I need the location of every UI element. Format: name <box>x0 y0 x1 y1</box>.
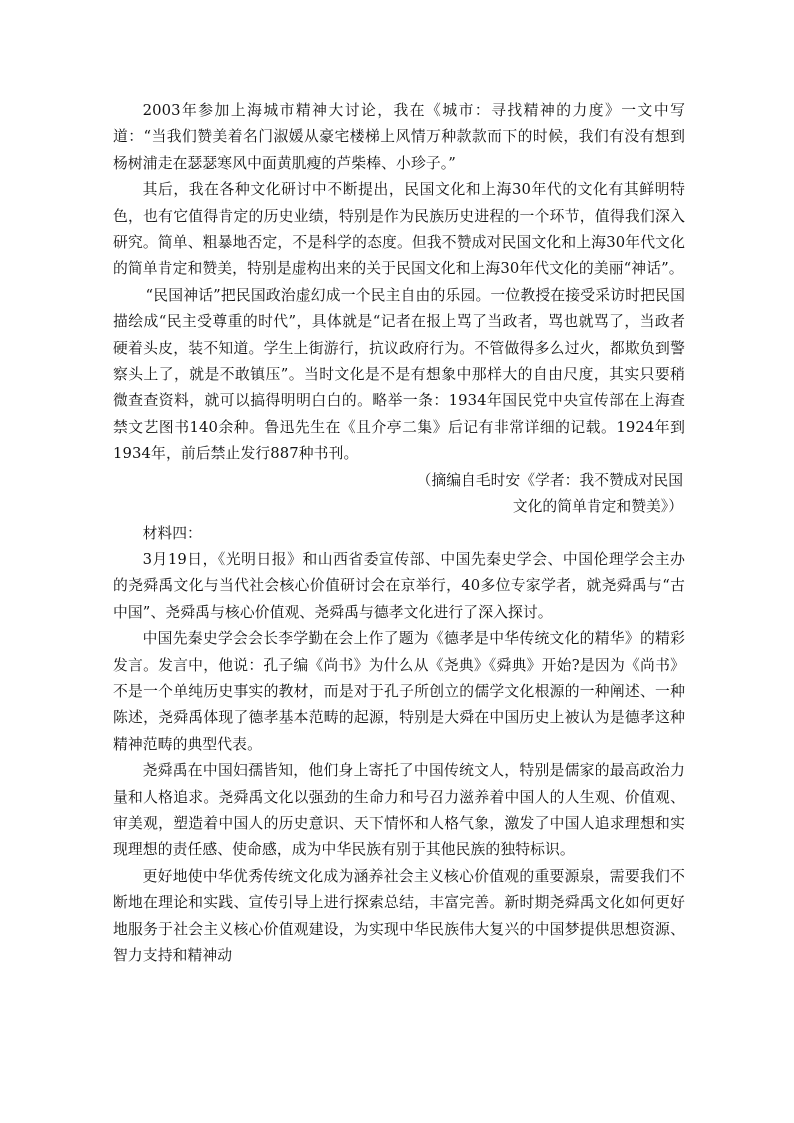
source-citation-line-1: （摘编自毛时安《学者：我不赞成对民国 <box>416 471 683 489</box>
paragraph-li-xueqin: 中国先秦史学会会长李学勤在会上作了题为《德孝是中华传统文化的精华》的精彩发言。发言中，他说：孔子编《尚书》为什么从《尧典》《舜典》开始?是因为《尚书》不是一个单纯历史事实的教材，而是对于孔子所创立的儒学文化根源的一种阐述、一种陈述，尧舜禹体现了德孝基本范畴的起源，特别是大舜在中国历史上被认为是德孝这种精神范畴的典型代表。 <box>113 630 685 753</box>
material-four-heading: 材料四： <box>142 524 202 542</box>
paragraph-city-spirit: 2003年参加上海城市精神大讨论，我在《城市：寻找精神的力度》一文中写道：“当我们赞美着名门淑媛从豪宅楼梯上风情万种款款而下的时候，我们有没有想到杨树浦走在瑟瑟寒风中面黄肌瘦的芦柴棒、小珍子。” <box>113 102 685 172</box>
source-citation-line-2: 文化的简单肯定和赞美》） <box>512 498 683 516</box>
document-page <box>113 98 685 969</box>
paragraph-republic-myth: “民国神话”把民国政治虚幻成一个民主自由的乐园。一位教授在接受采访时把民国描绘成“民主受尊重的时代”，具体就是“记者在报上骂了当政者，骂也就骂了，当政者硬着头皮，装不知道。学生上街游行，抗议政府行为。不管做得多么过火，都欺负到警察头上了，就是不敢镇压”。当时文化是不是有想象中那样大的自由尺度，其实只要稍微查查资料，就可以搞得明明白白的。略举一条：1934年国民党中央宣传部在上海查禁文艺图书140余种。鲁迅先生在《且介亭二集》后记有非常详细的记载。1924年到1934年，前后禁止发行887种书刊。 <box>113 286 685 463</box>
paragraph-symposium: 3月19日，《光明日报》和山西省委宣传部、中国先秦史学会、中国伦理学会主办的尧舜禹文化与当代社会核心价值研讨会在京举行，40多位专家学者，就尧舜禹与“古中国”、尧舜禹与核心价值观、尧舜禹与德孝文化进行了深入探讨。 <box>113 550 685 621</box>
paragraph-yao-shun-yu: 尧舜禹在中国妇孺皆知，他们身上寄托了中国传统文人，特别是儒家的最高政治力量和人格追求。尧舜禹文化以强劲的生命力和号召力滋养着中国人的人生观、价值观、审美观，塑造着中国人的历史意识、天下情怀和人格气象，激发了中国人追求理想和实现理想的责任感、使命感，成为中华民族有别于其他民族的独特标识。 <box>113 762 685 859</box>
paragraph-republican-culture: 其后，我在各种文化研讨中不断提出，民国文化和上海30年代的文化有其鲜明特色，也有它值得肯定的历史业绩，特别是作为民族历史进程的一个环节，值得我们深入研究。简单、粗暴地否定，不是科学的态度。但我不赞成对民国文化和上海30年代文化的简单肯定和赞美，特别是虚构出来的关于民国文化和上海30年代文化的美丽“神话”。 <box>113 181 685 278</box>
paragraph-core-values: 更好地使中华优秀传统文化成为涵养社会主义核心价值观的重要源泉，需要我们不断地在理论和实践、宣传引导上进行探索总结，丰富完善。新时期尧舜禹文化如何更好地服务于社会主义核心价值观建设，为实现中华民族伟大复兴的中国梦提供思想资源、智力支持和精神动 <box>113 867 685 964</box>
